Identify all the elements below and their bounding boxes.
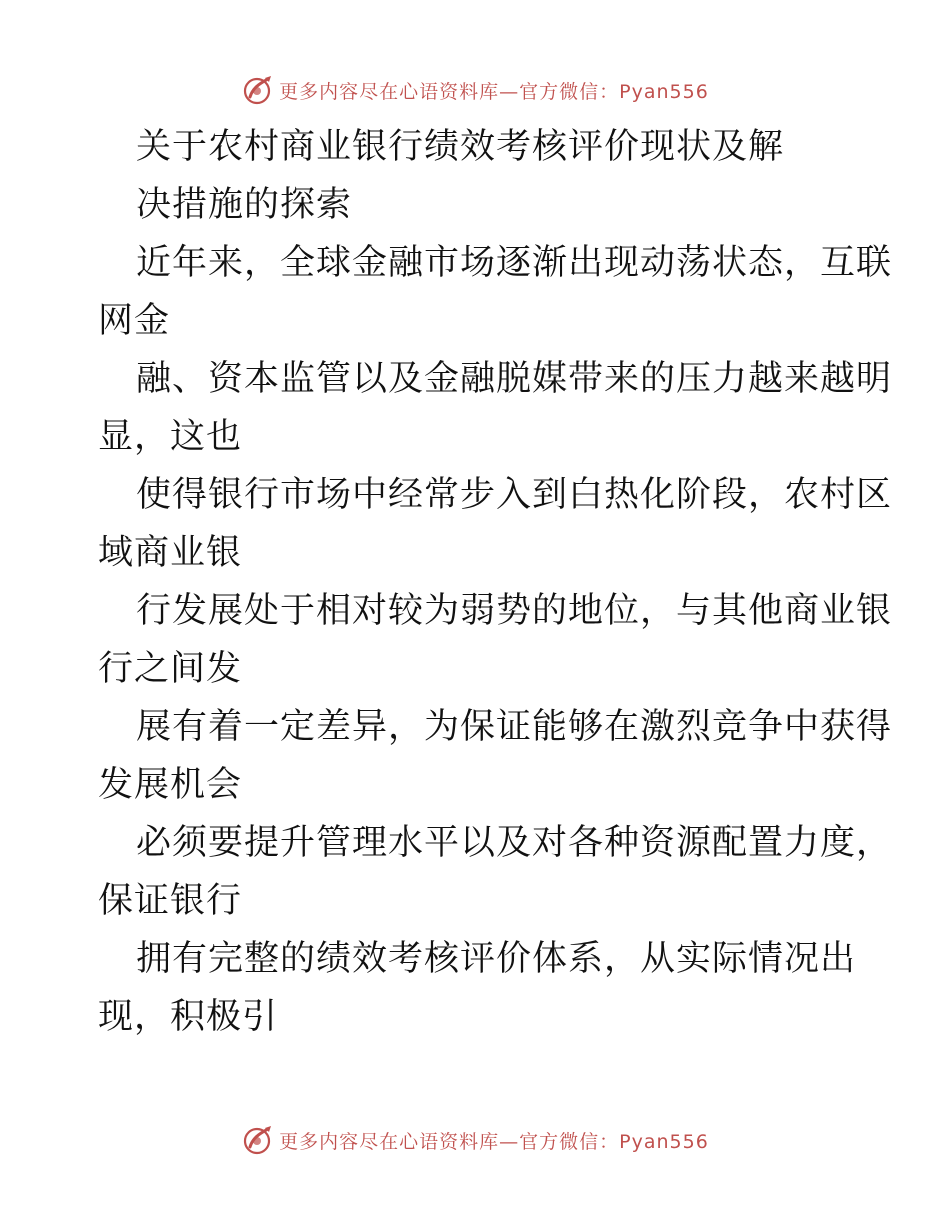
- banner-text: [279, 1127, 709, 1154]
- text-line: 网金: [98, 301, 171, 341]
- text-line: 展有着一定差异，为保证能够在激烈竞争中获得: [136, 707, 893, 747]
- text-line: 决措施的探索: [136, 185, 353, 225]
- banner-label: 更多内容尽在心语资料库—官方微信：: [279, 1130, 620, 1153]
- text-line: 近年来，全球金融市场逐渐出现动荡状态，互联: [136, 243, 893, 283]
- banner-text: [279, 77, 709, 104]
- text-line: 显，这也: [98, 417, 243, 457]
- text-line: 域商业银: [98, 533, 243, 573]
- banner-wechat-id: Pyan556: [619, 1130, 709, 1153]
- text-line: 行之间发: [98, 649, 243, 689]
- text-line: 发展机会: [98, 765, 243, 805]
- banner-label: 更多内容尽在心语资料库—官方微信：: [279, 80, 620, 103]
- pen-swirl-logo-icon: [241, 1123, 275, 1157]
- document-body: [98, 118, 893, 1046]
- text-line: 保证银行: [98, 881, 243, 921]
- text-line: 融、资本监管以及金融脱媒带来的压力越来越明: [136, 359, 893, 399]
- text-line: 行发展处于相对较为弱势的地位，与其他商业银: [136, 591, 893, 631]
- text-line: 关于农村商业银行绩效考核评价现状及解: [136, 127, 785, 167]
- text-line: 必须要提升管理水平以及对各种资源配置力度，: [136, 823, 893, 863]
- footer-banner: [0, 1120, 950, 1160]
- text-line: 现，积极引: [98, 997, 279, 1037]
- text-line: 拥有完整的绩效考核评价体系，从实际情况出: [136, 939, 857, 979]
- text-line: 使得银行市场中经常步入到白热化阶段，农村区: [136, 475, 893, 515]
- banner-wechat-id: Pyan556: [619, 80, 709, 103]
- header-banner: [0, 70, 950, 110]
- pen-swirl-logo-icon: [241, 73, 275, 107]
